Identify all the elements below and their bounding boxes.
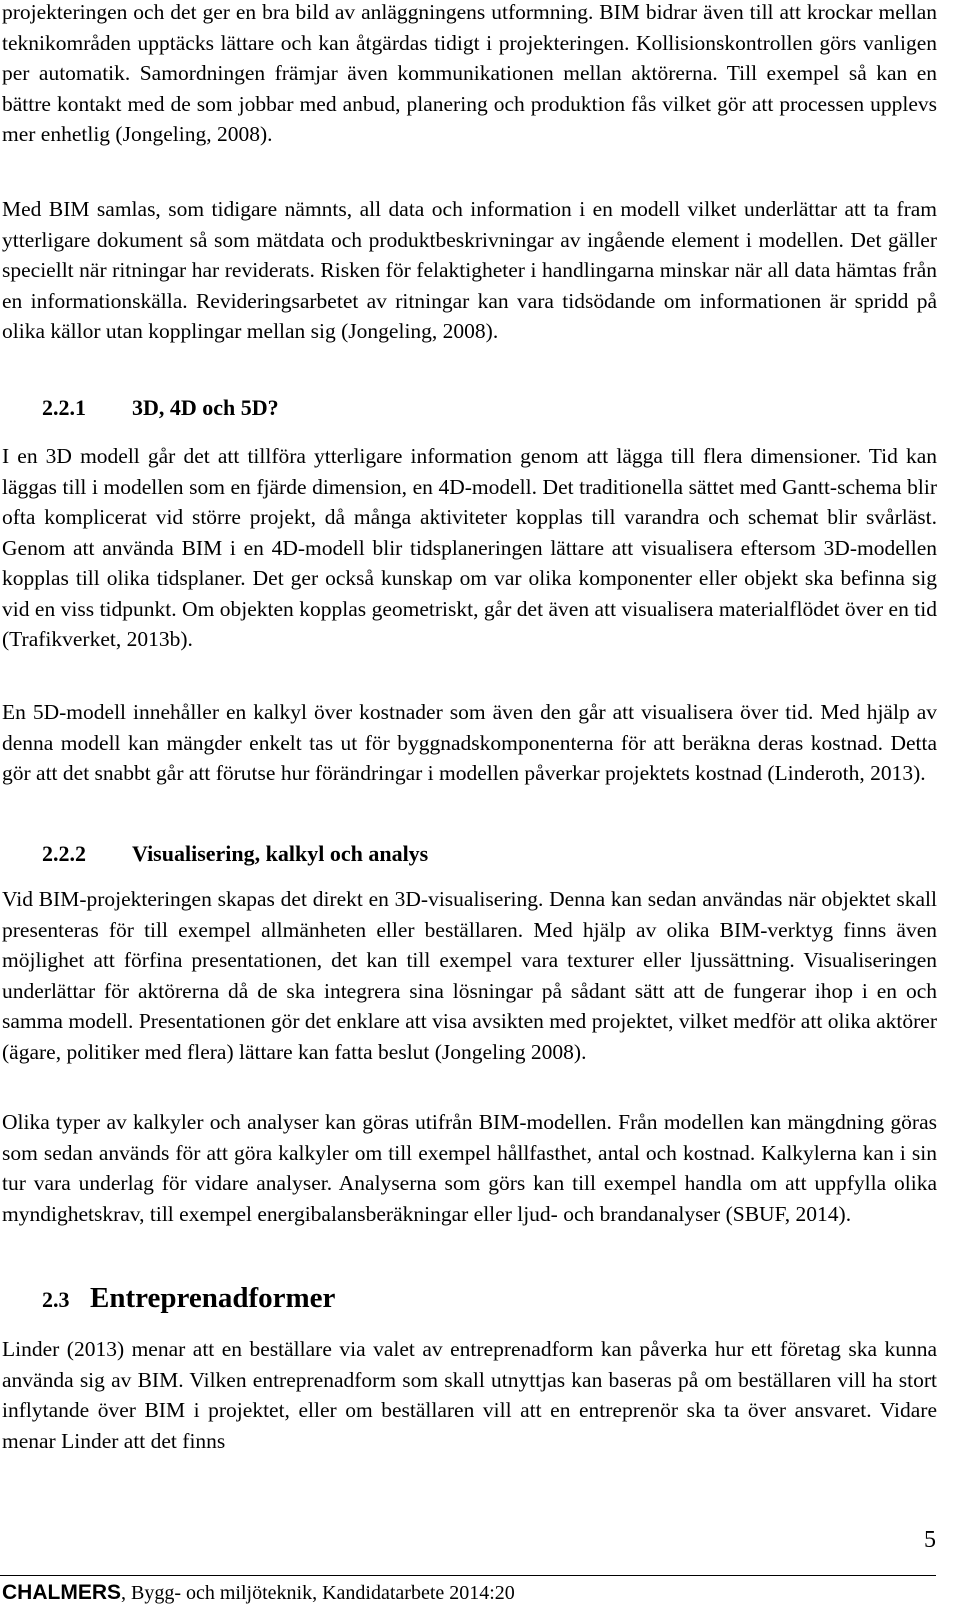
heading-2-2-2 bbox=[2, 841, 428, 867]
heading-title: 3D, 4D och 5D? bbox=[132, 395, 279, 420]
heading-number: 2.2.2 bbox=[42, 841, 86, 866]
paragraph-visualisering: Vid BIM-projekteringen skapas det direkt en 3D-visualisering. Denna kan sedan användas när objektet skall presenteras för till exempel allmänheten eller beställaren. Med hjälp av olika BIM-verktyg finns även möjlighet att förfina presentationen, det kan till exempel vara texturer eller ljussättning. Visualiseringen underlättar för aktörerna då de ska integrera sina lösningar på sådant sätt att de fungerar ihop i en och samma modell. Presentationen gör det enklare att visa avsikten med projektet, vilket medför att olika aktörer (ägare, politiker med flera) lättare kan fatta beslut (Jongeling 2008). bbox=[2, 887, 937, 1064]
paragraph-entreprenadformer: Linder (2013) menar att en beställare via valet av entreprenadform kan påverka hur ett företag ska kunna använda sig av BIM. Vilken entreprenadform som skall utnyttjas kan baseras på om beställaren vill ha stort inflytande över BIM i projektet, eller om beställaren vill att en entreprenör ska ta över ansvaret. Vidare menar Linder att det finns bbox=[2, 1337, 937, 1453]
heading-2-3 bbox=[2, 1282, 335, 1315]
heading-title: Entreprenadformer bbox=[90, 1282, 336, 1314]
paragraph-4d-model: I en 3D modell går det att tillföra ytterligare information genom att lägga till flera dimensioner. Tid kan läggas till i modellen som en fjärde dimension, en 4D-modell. Det traditionella sättet med Gantt-schema blir ofta komplicerat vid större projekt, då många aktiviteter kopplas till varandra och schemat blir svårläst. Genom att använda BIM i en 4D-modell blir tidsplaneringen lättare att visualisera eftersom 3D-modellen kopplas till olika tidsplaner. Det ger också kunskap om var olika komponenter eller objekt ska befinna sig vid en viss tidpunkt. Om objekten kopplas geometriskt, går det även att visualisera materialflödet över en tid (Trafikverket, 2013b). bbox=[2, 444, 937, 651]
paragraph-5d-model: En 5D-modell innehåller en kalkyl över kostnader som även den går att visualisera över tid. Med hjälp av denna modell kan mängder enkelt tas ut för byggnadskomponenterna för att beräkna deras kostnad. Detta gör att det snabbt går att förutse hur förändringar i modellen påverkar projektets kostnad (Linderoth, 2013). bbox=[2, 700, 937, 785]
paragraph-bim-coordination: projekteringen och det ger en bra bild av anläggningens utformning. BIM bidrar även till att krockar mellan teknikområden upptäcks lättare och kan åtgärdas tidigt i projekteringen. Kollisionskontrollen görs vanligen per automatik. Samordningen främjar även kommunikationen mellan aktörerna. Till exempel så kan en bättre kontakt med de som jobbar med anbud, planering och produktion fås vilket gör att processen upplevs mer enhetlig (Jongeling, 2008). bbox=[2, 0, 937, 146]
page-number: 5 bbox=[924, 1527, 936, 1553]
heading-number: 2.3 bbox=[42, 1287, 70, 1312]
heading-2-2-1 bbox=[2, 395, 279, 421]
heading-number: 2.2.1 bbox=[42, 395, 86, 420]
footer-text bbox=[2, 1581, 515, 1605]
paragraph-kalkyler: Olika typer av kalkyler och analyser kan göras utifrån BIM-modellen. Från modellen kan mängdning göras som sedan används för att göra kalkyler om till exempel hållfasthet, antal och kostnad. Kalkylerna kan i sin tur vara underlag för vidare analyser. Analyserna som görs kan till exempel handla om att uppfylla olika myndighetskrav, till exempel energibalansberäkningar eller ljud- och brandanalyser (SBUF, 2014). bbox=[2, 1110, 937, 1226]
footer-organization: CHALMERS bbox=[2, 1581, 121, 1604]
footer-divider bbox=[0, 1575, 936, 1576]
page-footer bbox=[0, 1571, 960, 1609]
footer-description: , Bygg- och miljöteknik, Kandidatarbete 2014:20 bbox=[121, 1582, 515, 1604]
paragraph-bim-data: Med BIM samlas, som tidigare nämnts, all data och information i en modell vilket underlättar att ta fram ytterligare dokument så som mätdata och produktbeskrivningar av ingående element i modellen. Det gäller speciellt när ritningar har reviderats. Risken för felaktigheter i handlingarna minskar när all data hämtas från en informationskälla. Revideringsarbetet av ritningar kan vara tidsödande om informationen är spridd på olika källor utan kopplingar mellan sig (Jongeling, 2008). bbox=[2, 197, 937, 343]
heading-title: Visualisering, kalkyl och analys bbox=[132, 841, 429, 866]
